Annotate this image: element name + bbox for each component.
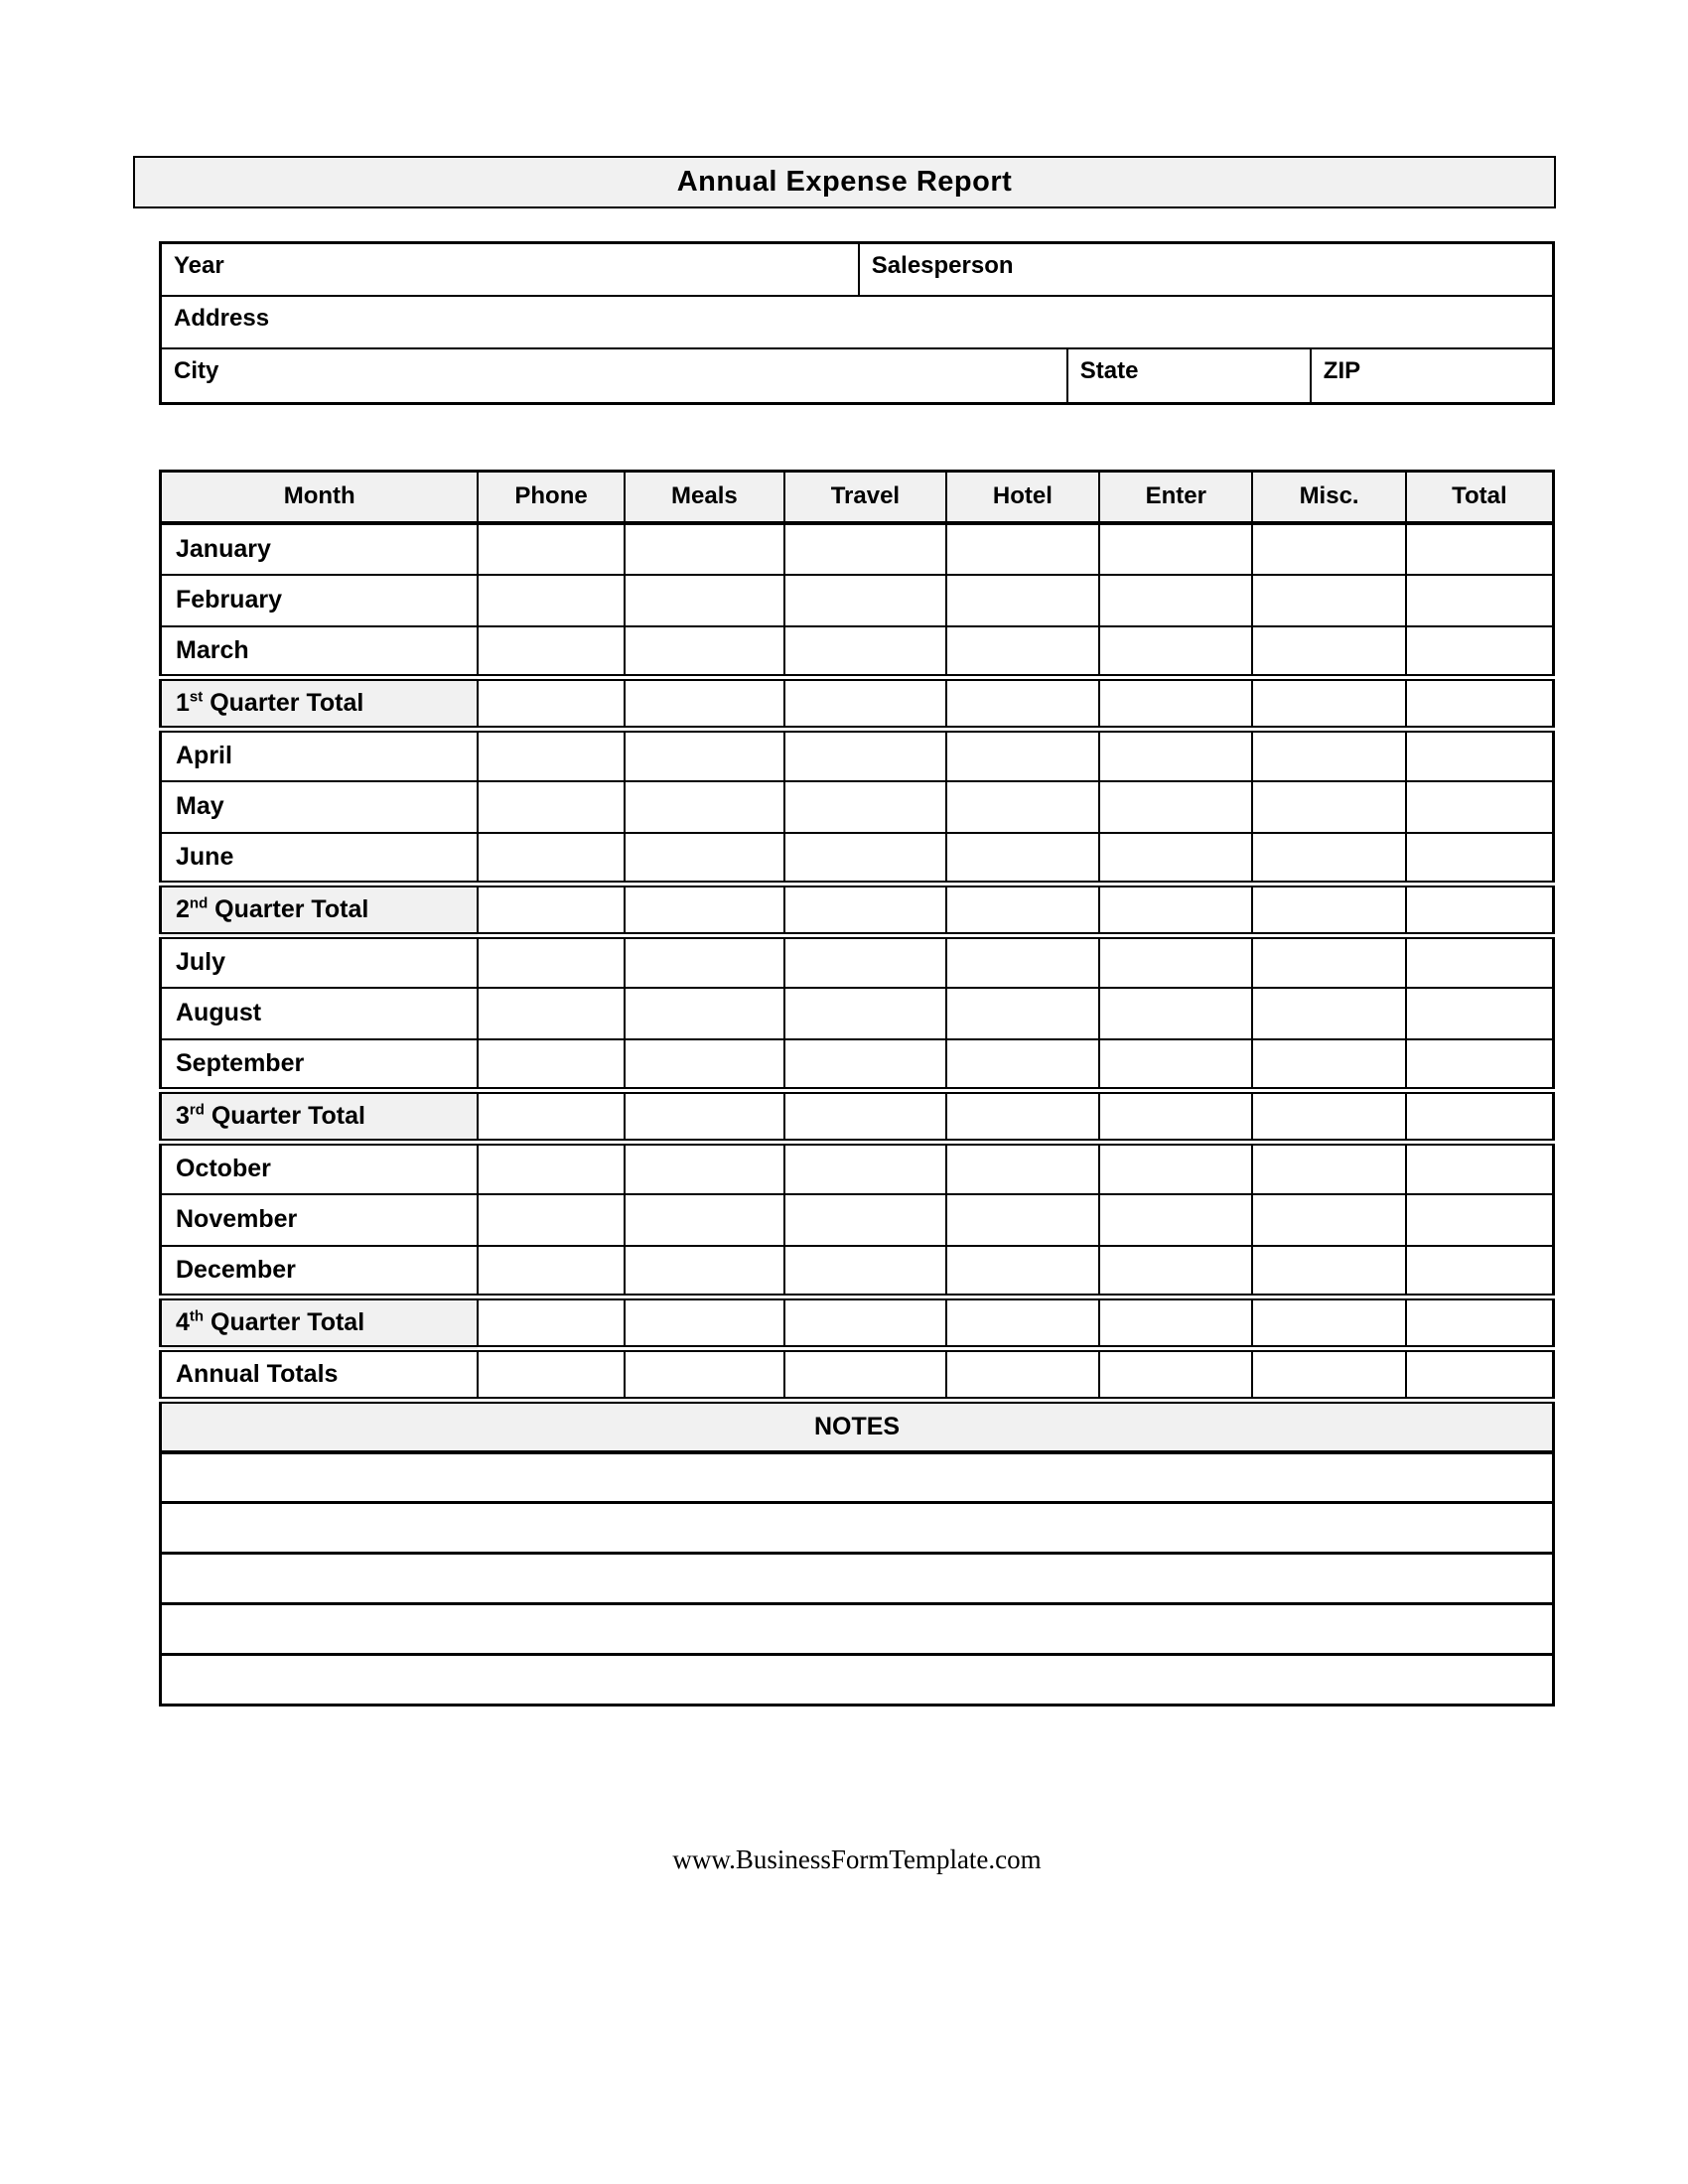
column-header: Misc. bbox=[1252, 472, 1405, 523]
expense-cell[interactable] bbox=[625, 626, 784, 678]
city-label: City bbox=[174, 357, 219, 384]
footer-url: www.BusinessFormTemplate.com bbox=[672, 1844, 1042, 1874]
table-row bbox=[161, 988, 1554, 1039]
expense-cell[interactable] bbox=[946, 678, 1099, 730]
row-label-text: September bbox=[176, 1048, 305, 1077]
expense-cell[interactable] bbox=[1252, 833, 1405, 885]
expense-cell[interactable] bbox=[1406, 730, 1554, 781]
row-label-text: Quarter Total bbox=[204, 1102, 365, 1130]
notes-line[interactable] bbox=[161, 1452, 1554, 1503]
table-row bbox=[161, 1194, 1554, 1246]
table-row bbox=[161, 1143, 1554, 1194]
expense-cell[interactable] bbox=[946, 833, 1099, 885]
expense-cell[interactable] bbox=[1406, 988, 1554, 1039]
address-label: Address bbox=[174, 305, 270, 332]
expense-cell[interactable] bbox=[1099, 523, 1252, 575]
expense-cell[interactable] bbox=[946, 575, 1099, 626]
expense-cell[interactable] bbox=[1406, 1297, 1554, 1349]
expense-cell[interactable] bbox=[784, 1143, 946, 1194]
row-label-text: August bbox=[176, 999, 262, 1026]
expense-cell[interactable] bbox=[1406, 1091, 1554, 1143]
expense-cell[interactable] bbox=[1406, 1143, 1554, 1194]
info-row-address bbox=[162, 297, 1552, 349]
expense-cell[interactable] bbox=[1252, 1091, 1405, 1143]
salesperson-label: Salesperson bbox=[871, 252, 1014, 279]
ordinal-suffix: th bbox=[189, 1307, 205, 1325]
expense-cell[interactable] bbox=[478, 781, 624, 833]
expense-cell[interactable] bbox=[1099, 1349, 1252, 1401]
expense-cell[interactable] bbox=[625, 885, 784, 936]
row-label-text: 2 bbox=[176, 895, 190, 923]
expense-cell[interactable] bbox=[478, 1194, 624, 1246]
expense-cell[interactable] bbox=[946, 523, 1099, 575]
expense-cell[interactable] bbox=[1406, 678, 1554, 730]
row-label-text: 1 bbox=[176, 689, 190, 717]
row-label bbox=[161, 626, 479, 678]
table-row bbox=[161, 1039, 1554, 1091]
row-label bbox=[161, 1194, 479, 1246]
row-label-text: 4 bbox=[176, 1308, 190, 1336]
expense-cell[interactable] bbox=[478, 575, 624, 626]
ordinal-suffix: st bbox=[189, 688, 204, 706]
expense-cell[interactable] bbox=[784, 1297, 946, 1349]
city-field[interactable] bbox=[162, 349, 1068, 402]
row-label-text: Quarter Total bbox=[203, 689, 364, 717]
expense-cell[interactable] bbox=[1406, 1349, 1554, 1401]
expense-cell[interactable] bbox=[784, 833, 946, 885]
expense-cell[interactable] bbox=[1252, 1349, 1405, 1401]
expense-cell[interactable] bbox=[1099, 575, 1252, 626]
notes-line-row bbox=[161, 1604, 1554, 1655]
expense-cell[interactable] bbox=[625, 1143, 784, 1194]
row-label-text: 3 bbox=[176, 1102, 190, 1130]
row-label bbox=[161, 936, 479, 988]
column-header: Meals bbox=[625, 472, 784, 523]
expense-cell[interactable] bbox=[1252, 1143, 1405, 1194]
expense-cell[interactable] bbox=[784, 988, 946, 1039]
notes-line-row bbox=[161, 1503, 1554, 1554]
row-label-text: April bbox=[176, 742, 232, 770]
expense-cell[interactable] bbox=[784, 523, 946, 575]
notes-label: NOTES bbox=[813, 1412, 901, 1440]
year-label: Year bbox=[174, 252, 224, 279]
expense-cell[interactable] bbox=[1252, 1297, 1405, 1349]
expense-cell[interactable] bbox=[1099, 1091, 1252, 1143]
expense-cell[interactable] bbox=[946, 730, 1099, 781]
expense-cell[interactable] bbox=[1099, 988, 1252, 1039]
row-label-text: July bbox=[176, 948, 226, 977]
expense-cell[interactable] bbox=[1252, 1039, 1405, 1091]
expense-cell[interactable] bbox=[478, 1297, 624, 1349]
table-row bbox=[161, 781, 1554, 833]
row-label bbox=[161, 1143, 479, 1194]
expense-cell[interactable] bbox=[784, 678, 946, 730]
expense-cell[interactable] bbox=[784, 885, 946, 936]
expense-cell[interactable] bbox=[946, 781, 1099, 833]
expense-cell[interactable] bbox=[625, 575, 784, 626]
expense-cell[interactable] bbox=[784, 1091, 946, 1143]
state-field[interactable] bbox=[1068, 349, 1312, 402]
expense-cell[interactable] bbox=[478, 523, 624, 575]
expense-cell[interactable] bbox=[1252, 730, 1405, 781]
notes-line[interactable] bbox=[161, 1554, 1554, 1604]
notes-line-row bbox=[161, 1655, 1554, 1706]
notes-header bbox=[161, 1401, 1554, 1452]
row-label bbox=[161, 833, 479, 885]
table-row bbox=[161, 1297, 1554, 1349]
expense-cell[interactable] bbox=[1406, 626, 1554, 678]
page-title: Annual Expense Report bbox=[676, 166, 1013, 198]
expense-cell[interactable] bbox=[784, 781, 946, 833]
ordinal-suffix: nd bbox=[189, 894, 209, 912]
zip-field[interactable] bbox=[1312, 349, 1552, 402]
expense-cell[interactable] bbox=[1099, 1194, 1252, 1246]
expense-cell[interactable] bbox=[625, 1246, 784, 1297]
row-label bbox=[161, 1349, 479, 1401]
info-row-city-state-zip bbox=[162, 349, 1552, 402]
row-label bbox=[161, 781, 479, 833]
expense-cell[interactable] bbox=[1099, 936, 1252, 988]
expense-cell[interactable] bbox=[625, 988, 784, 1039]
expense-cell[interactable] bbox=[1099, 1297, 1252, 1349]
contact-info-section bbox=[159, 241, 1555, 405]
expense-cell[interactable] bbox=[784, 1349, 946, 1401]
salesperson-field[interactable] bbox=[860, 244, 1552, 295]
column-header: Enter bbox=[1099, 472, 1252, 523]
expense-cell[interactable] bbox=[784, 1246, 946, 1297]
expense-cell[interactable] bbox=[478, 988, 624, 1039]
row-label bbox=[161, 1246, 479, 1297]
info-row-year-salesperson bbox=[162, 244, 1552, 297]
expense-cell[interactable] bbox=[1406, 1039, 1554, 1091]
table-row bbox=[161, 523, 1554, 575]
ordinal-suffix: rd bbox=[189, 1101, 205, 1119]
notes-line-row bbox=[161, 1554, 1554, 1604]
expense-cell[interactable] bbox=[946, 1039, 1099, 1091]
expense-cell[interactable] bbox=[478, 1039, 624, 1091]
row-label bbox=[161, 678, 479, 730]
table-row bbox=[161, 936, 1554, 988]
row-label-text: March bbox=[176, 635, 249, 664]
expense-cell[interactable] bbox=[784, 1194, 946, 1246]
expense-cell[interactable] bbox=[784, 936, 946, 988]
expense-cell[interactable] bbox=[1252, 1194, 1405, 1246]
expense-cell[interactable] bbox=[946, 936, 1099, 988]
expense-cell[interactable] bbox=[1406, 833, 1554, 885]
expense-cell[interactable] bbox=[478, 1091, 624, 1143]
row-label bbox=[161, 730, 479, 781]
expense-cell[interactable] bbox=[1099, 885, 1252, 936]
expense-cell[interactable] bbox=[478, 885, 624, 936]
row-label bbox=[161, 523, 479, 575]
expense-cell[interactable] bbox=[946, 1246, 1099, 1297]
column-header: Total bbox=[1406, 472, 1554, 523]
notes-line-row bbox=[161, 1452, 1554, 1503]
expense-cell[interactable] bbox=[946, 1349, 1099, 1401]
row-label-text: June bbox=[176, 842, 234, 871]
expense-cell[interactable] bbox=[625, 936, 784, 988]
row-label-text: Annual Totals bbox=[176, 1360, 339, 1388]
expense-table bbox=[159, 470, 1555, 1706]
table-row bbox=[161, 1246, 1554, 1297]
expense-cell[interactable] bbox=[1406, 885, 1554, 936]
table-row bbox=[161, 575, 1554, 626]
expense-cell[interactable] bbox=[946, 1143, 1099, 1194]
table-row bbox=[161, 833, 1554, 885]
zip-label: ZIP bbox=[1323, 357, 1361, 384]
expense-cell[interactable] bbox=[1252, 1246, 1405, 1297]
column-header: Hotel bbox=[946, 472, 1099, 523]
expense-cell[interactable] bbox=[1252, 575, 1405, 626]
expense-cell[interactable] bbox=[1099, 781, 1252, 833]
expense-cell[interactable] bbox=[625, 1349, 784, 1401]
expense-cell[interactable] bbox=[625, 833, 784, 885]
expense-cell[interactable] bbox=[1099, 833, 1252, 885]
expense-cell[interactable] bbox=[784, 626, 946, 678]
notes-line[interactable] bbox=[161, 1604, 1554, 1655]
table-row bbox=[161, 626, 1554, 678]
table-row bbox=[161, 885, 1554, 936]
expense-cell[interactable] bbox=[478, 1246, 624, 1297]
row-label bbox=[161, 1297, 479, 1349]
expense-cell[interactable] bbox=[478, 730, 624, 781]
column-header: Phone bbox=[478, 472, 624, 523]
expense-cell[interactable] bbox=[946, 1297, 1099, 1349]
expense-cell[interactable] bbox=[1406, 936, 1554, 988]
column-header: Travel bbox=[784, 472, 946, 523]
table-row bbox=[161, 1349, 1554, 1401]
row-label-text: February bbox=[176, 586, 282, 614]
expense-cell[interactable] bbox=[625, 523, 784, 575]
row-label-text: December bbox=[176, 1255, 296, 1284]
expense-cell[interactable] bbox=[1406, 1246, 1554, 1297]
expense-cell[interactable] bbox=[1252, 626, 1405, 678]
row-label bbox=[161, 1091, 479, 1143]
expense-cell[interactable] bbox=[1099, 1039, 1252, 1091]
expense-cell[interactable] bbox=[1406, 781, 1554, 833]
expense-cell[interactable] bbox=[625, 1194, 784, 1246]
expense-cell[interactable] bbox=[1099, 626, 1252, 678]
expense-cell[interactable] bbox=[1099, 678, 1252, 730]
row-label-text: Quarter Total bbox=[208, 895, 369, 923]
expense-cell[interactable] bbox=[478, 936, 624, 988]
state-label: State bbox=[1079, 357, 1139, 384]
expense-cell[interactable] bbox=[1406, 1194, 1554, 1246]
row-label bbox=[161, 988, 479, 1039]
expense-cell[interactable] bbox=[946, 885, 1099, 936]
expense-cell[interactable] bbox=[625, 781, 784, 833]
expense-cell[interactable] bbox=[784, 575, 946, 626]
expense-cell[interactable] bbox=[1252, 523, 1405, 575]
notes-line[interactable] bbox=[161, 1655, 1554, 1706]
expense-cell[interactable] bbox=[1099, 1143, 1252, 1194]
expense-cell[interactable] bbox=[946, 1194, 1099, 1246]
expense-cell[interactable] bbox=[946, 988, 1099, 1039]
expense-cell[interactable] bbox=[478, 1143, 624, 1194]
row-label bbox=[161, 885, 479, 936]
expense-cell[interactable] bbox=[1252, 678, 1405, 730]
expense-cell[interactable] bbox=[478, 678, 624, 730]
expense-cell[interactable] bbox=[1252, 936, 1405, 988]
notes-line[interactable] bbox=[161, 1503, 1554, 1554]
expense-cell[interactable] bbox=[478, 1349, 624, 1401]
expense-cell[interactable] bbox=[478, 626, 624, 678]
expense-cell[interactable] bbox=[1252, 781, 1405, 833]
title-bar bbox=[133, 156, 1556, 208]
expense-cell[interactable] bbox=[1099, 1246, 1252, 1297]
expense-cell[interactable] bbox=[946, 626, 1099, 678]
table-row bbox=[161, 730, 1554, 781]
expense-cell[interactable] bbox=[625, 678, 784, 730]
row-label-text: Quarter Total bbox=[204, 1308, 365, 1336]
expense-cell[interactable] bbox=[625, 1039, 784, 1091]
notes-header-row bbox=[161, 1401, 1554, 1452]
row-label-text: October bbox=[176, 1155, 271, 1183]
year-field[interactable] bbox=[162, 244, 860, 295]
expense-cell[interactable] bbox=[784, 1039, 946, 1091]
expense-cell[interactable] bbox=[946, 1091, 1099, 1143]
column-header: Month bbox=[161, 472, 479, 523]
expense-cell[interactable] bbox=[1099, 730, 1252, 781]
row-label bbox=[161, 575, 479, 626]
expense-cell[interactable] bbox=[1406, 523, 1554, 575]
address-field[interactable] bbox=[162, 297, 1552, 347]
row-label-text: January bbox=[176, 534, 271, 563]
row-label bbox=[161, 1039, 479, 1091]
expense-cell[interactable] bbox=[784, 730, 946, 781]
expense-cell[interactable] bbox=[478, 833, 624, 885]
table-row bbox=[161, 1091, 1554, 1143]
expense-cell[interactable] bbox=[1252, 988, 1405, 1039]
row-label-text: May bbox=[176, 792, 224, 820]
expense-cell[interactable] bbox=[625, 1297, 784, 1349]
table-row bbox=[161, 678, 1554, 730]
table-header-row bbox=[161, 472, 1554, 523]
expense-cell[interactable] bbox=[625, 1091, 784, 1143]
row-label-text: November bbox=[176, 1205, 298, 1233]
expense-cell[interactable] bbox=[625, 730, 784, 781]
expense-cell[interactable] bbox=[1406, 575, 1554, 626]
expense-cell[interactable] bbox=[1252, 885, 1405, 936]
